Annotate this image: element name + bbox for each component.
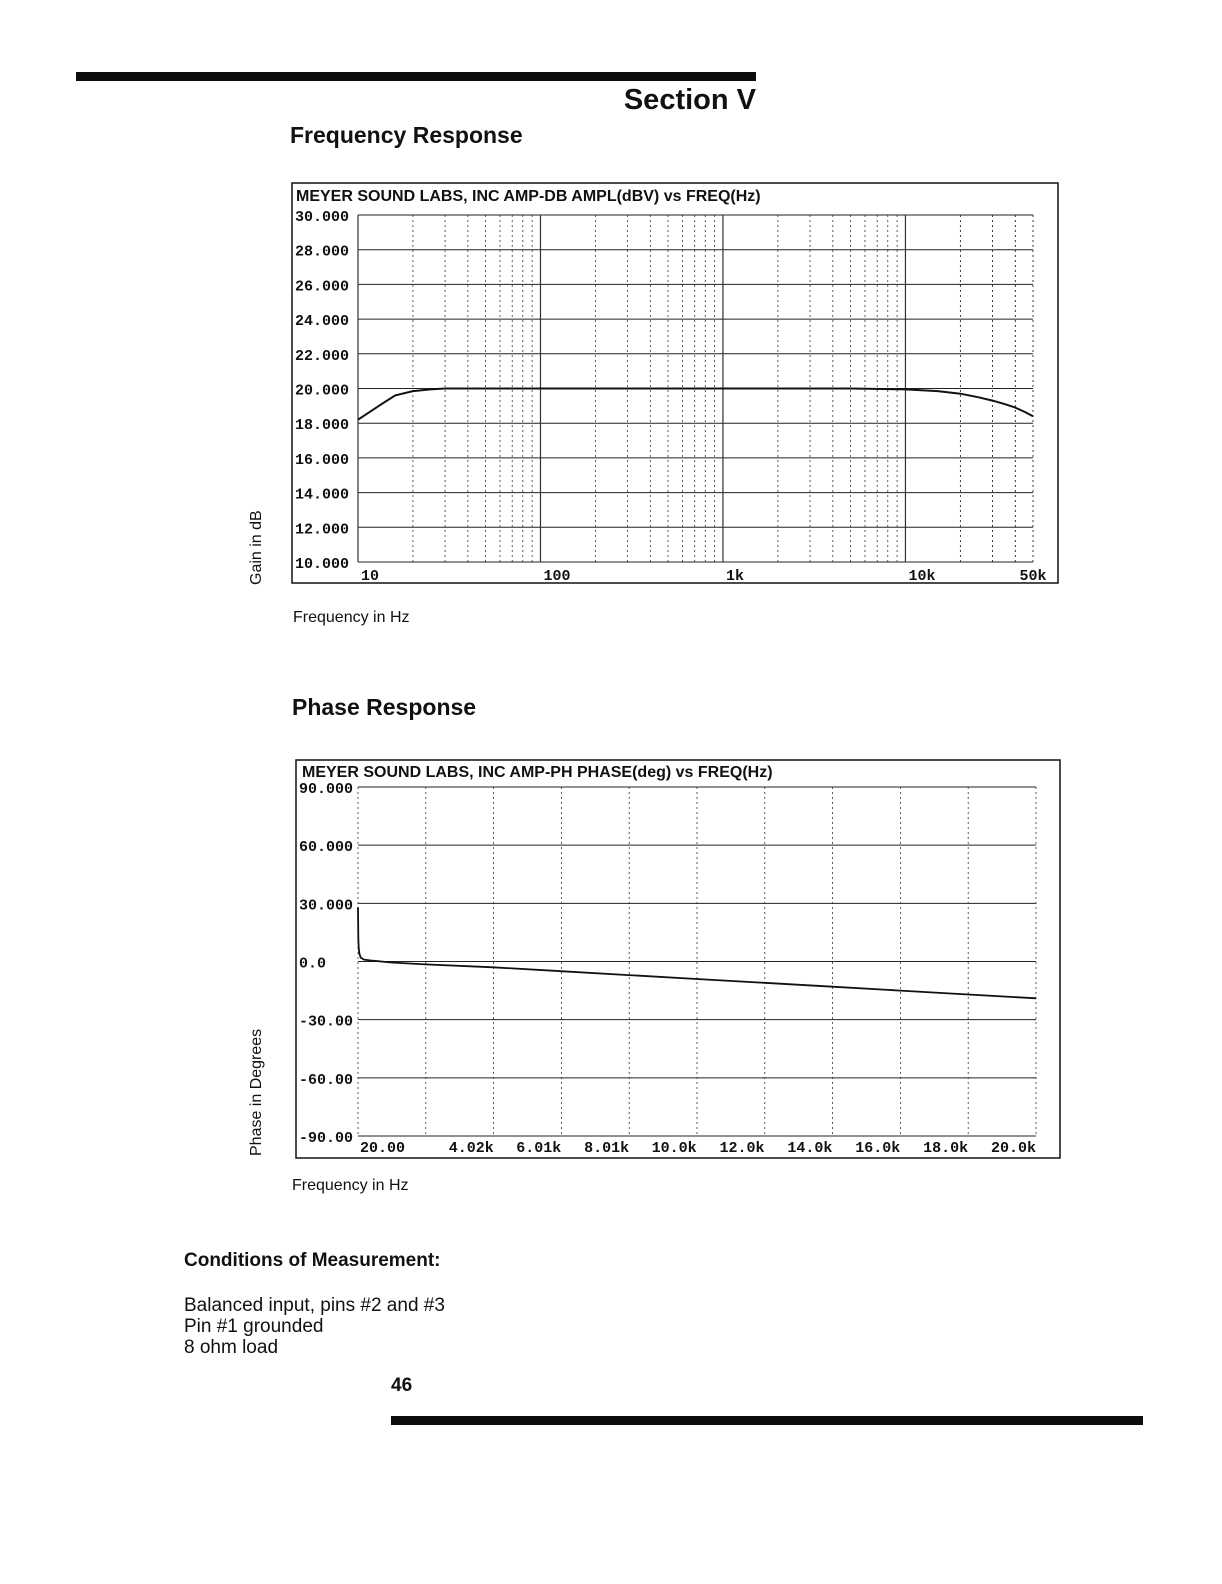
phase-x-tick-label: 20.0k	[990, 1140, 1036, 1157]
freq-chart-title: MEYER SOUND LABS, INC AMP-DB AMPL(dBV) vs FREQ(Hz)	[296, 188, 761, 205]
phase-chart-frame	[296, 760, 1060, 1158]
condition-item: Balanced input, pins #2 and #3	[184, 1295, 445, 1316]
phase-y-tick-label: 30.000	[299, 897, 354, 915]
phase-x-tick-label: 12.0k	[719, 1140, 765, 1157]
phase-y-axis-caption: Phase in Degrees	[248, 1028, 265, 1156]
freq-y-tick-label: 28.000	[295, 243, 350, 261]
freq-y-tick-label: 26.000	[295, 278, 350, 296]
phase-chart-title: MEYER SOUND LABS, INC AMP-PH PHASE(deg) vs FREQ(Hz)	[302, 764, 773, 781]
freq-y-tick-label: 14.000	[295, 486, 350, 504]
bottom-rule	[391, 1416, 1143, 1425]
section-title: Section V	[623, 84, 756, 116]
freq-y-axis-caption: Gain in dB	[248, 510, 265, 585]
freq-x-tick-label: 50k	[1019, 568, 1047, 585]
phase-y-tick-label: 90.000	[299, 781, 354, 798]
condition-item: 8 ohm load	[184, 1337, 279, 1358]
freq-y-tick-label: 12.000	[295, 521, 350, 539]
freq-x-axis-caption: Frequency in Hz	[293, 609, 410, 626]
phase-x-tick-label: 14.0k	[787, 1140, 833, 1157]
page-number: 46	[391, 1375, 413, 1396]
phase-x-tick-label: 20.00	[360, 1140, 406, 1157]
freq-y-tick-label: 16.000	[295, 451, 350, 469]
phase-x-tick-label: 10.0k	[651, 1140, 697, 1157]
phase-x-tick-label: 16.0k	[855, 1140, 901, 1157]
freq-y-tick-label: 10.000	[295, 556, 350, 573]
freq-y-tick-label: 30.000	[295, 209, 350, 226]
freq-x-tick-label: 100	[543, 568, 571, 585]
phase-grid	[358, 787, 1036, 1136]
phase-y-tick-label: 60.000	[299, 839, 354, 857]
phase-y-tick-labels	[299, 781, 353, 1147]
phase-x-axis-caption: Frequency in Hz	[292, 1177, 409, 1194]
freq-y-tick-label: 24.000	[295, 313, 350, 331]
phase-x-tick-label: 8.01k	[584, 1140, 630, 1157]
phase-y-tick-label: -90.00	[299, 1130, 354, 1147]
freq-y-tick-label: 18.000	[295, 417, 350, 435]
phase-y-tick-label: -30.00	[299, 1013, 354, 1031]
conditions-heading: Conditions of Measurement:	[184, 1250, 441, 1271]
freq-y-tick-label: 20.000	[295, 382, 350, 400]
phase-response-heading: Phase Response	[292, 694, 477, 720]
condition-item: Pin #1 grounded	[184, 1316, 324, 1337]
phase-x-tick-label: 18.0k	[923, 1140, 969, 1157]
freq-y-tick-label: 22.000	[295, 347, 350, 365]
freq-x-tick-label: 10	[361, 568, 380, 585]
phase-x-tick-label: 6.01k	[516, 1140, 562, 1157]
freq-x-tick-label: 1k	[725, 568, 744, 585]
phase-y-tick-label: -60.00	[299, 1071, 354, 1089]
phase-x-tick-labels	[360, 1140, 1036, 1157]
frequency-response-heading: Frequency Response	[290, 122, 523, 148]
conditions-list	[184, 1295, 445, 1358]
freq-x-tick-label: 10k	[908, 568, 936, 585]
phase-x-tick-label: 4.02k	[448, 1140, 494, 1157]
phase-y-tick-label: 0.0	[299, 955, 327, 973]
